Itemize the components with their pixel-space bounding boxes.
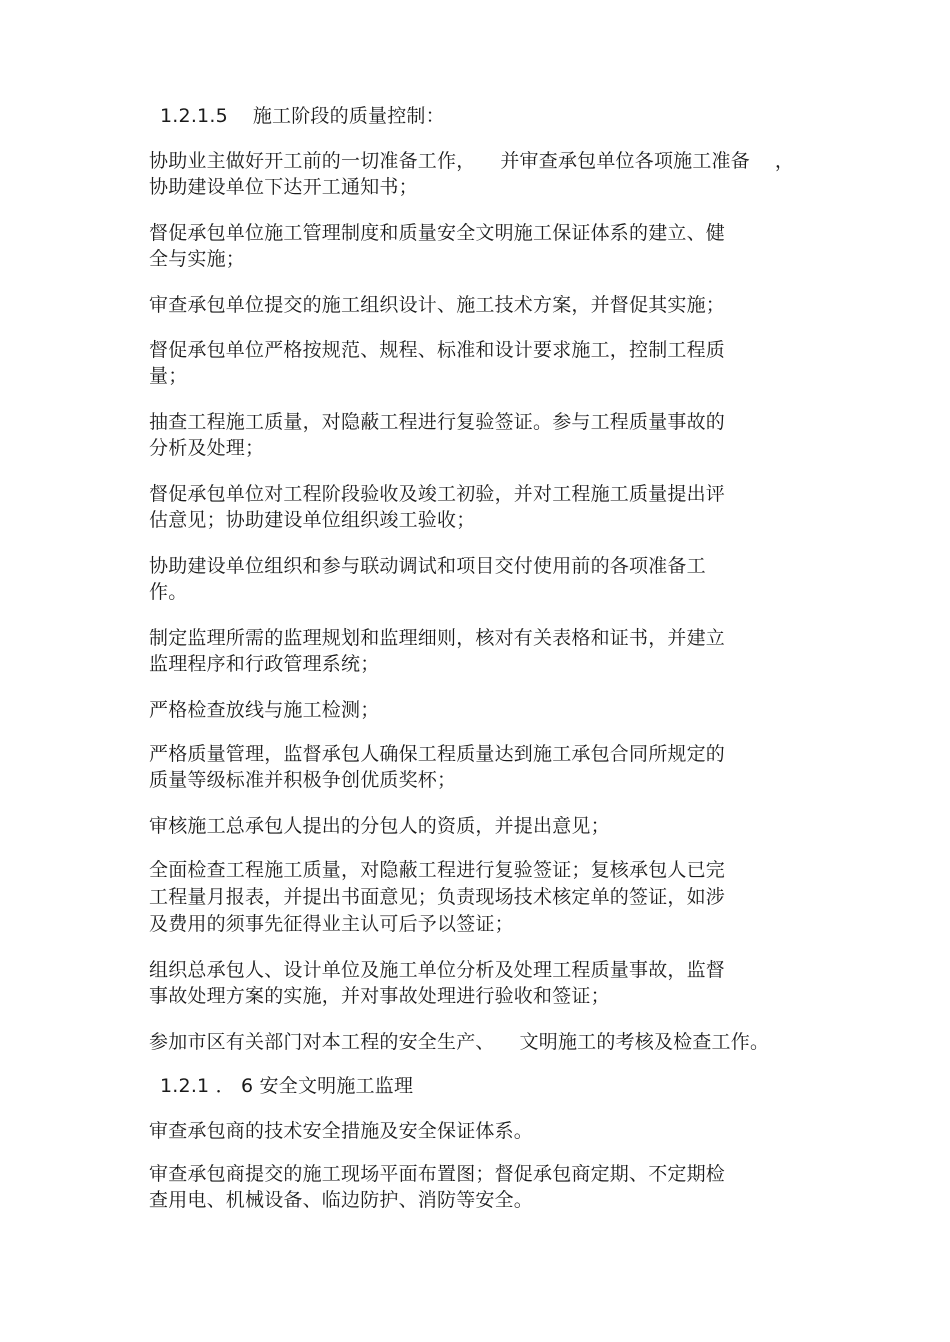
paragraph-line: 协助业主做好开工前的一切准备工作， 并审查承包单位各项施工准备 ， <box>149 150 795 172</box>
paragraph-line: 分析及处理； <box>149 437 265 459</box>
paragraph-line: 制定监理所需的监理规划和监理细则，核对有关表格和证书，并建立 <box>149 627 726 649</box>
paragraph-line: 督促承包单位施工管理制度和质量安全文明施工保证体系的建立、健 <box>149 222 726 244</box>
paragraph-line: 组织总承包人、设计单位及施工单位分析及处理工程质量事故，监督 <box>149 959 726 981</box>
paragraph-line: 全面检查工程施工质量，对隐蔽工程进行复验签证；复核承包人已完 <box>149 859 726 881</box>
paragraph-line: 量； <box>149 365 188 387</box>
paragraph-line: 审核施工总承包人提出的分包人的资质，并提出意见； <box>149 815 610 837</box>
paragraph-line: 质量等级标准并积极争创优质奖杯； <box>149 769 457 791</box>
paragraph-line: 及费用的须事先征得业主认可后予以签证； <box>149 913 514 935</box>
paragraph-line: 参加市区有关部门对本工程的安全生产、 文明施工的考核及检查工作。 <box>149 1031 770 1053</box>
paragraph-line: 作。 <box>149 581 188 603</box>
paragraph-line: 查用电、机械设备、临边防护、消防等安全。 <box>149 1189 534 1211</box>
paragraph-line: 审查承包商的技术安全措施及安全保证体系。 <box>149 1120 534 1142</box>
paragraph-line: 协助建设单位下达开工通知书； <box>149 176 418 198</box>
section-heading-1-2-1-6: 1.2.1 ． 6 安全文明施工监理 <box>160 1075 414 1097</box>
paragraph-line: 估意见；协助建设单位组织竣工验收； <box>149 509 476 531</box>
paragraph-line: 审查承包单位提交的施工组织设计、施工技术方案，并督促其实施； <box>149 294 726 316</box>
paragraph-line: 工程量月报表，并提出书面意见；负责现场技术核定单的签证，如涉 <box>149 886 726 908</box>
paragraph-line: 协助建设单位组织和参与联动调试和项目交付使用前的各项准备工 <box>149 555 706 577</box>
paragraph-line: 监理程序和行政管理系统； <box>149 653 380 675</box>
paragraph-line: 严格质量管理，监督承包人确保工程质量达到施工承包合同所规定的 <box>149 743 726 765</box>
paragraph-line: 审查承包商提交的施工现场平面布置图；督促承包商定期、不定期检 <box>149 1163 726 1185</box>
paragraph-line: 全与实施； <box>149 248 246 270</box>
paragraph-line: 事故处理方案的实施，并对事故处理进行验收和签证； <box>149 985 610 1007</box>
paragraph-line: 严格检查放线与施工检测； <box>149 699 380 721</box>
paragraph-line: 督促承包单位严格按规范、规程、标准和设计要求施工，控制工程质 <box>149 339 726 361</box>
section-heading-1-2-1-5: 1.2.1.5 施工阶段的质量控制： <box>160 105 445 127</box>
paragraph-line: 抽查工程施工质量，对隐蔽工程进行复验签证。参与工程质量事故的 <box>149 411 726 433</box>
paragraph-line: 督促承包单位对工程阶段验收及竣工初验，并对工程施工质量提出评 <box>149 483 726 505</box>
